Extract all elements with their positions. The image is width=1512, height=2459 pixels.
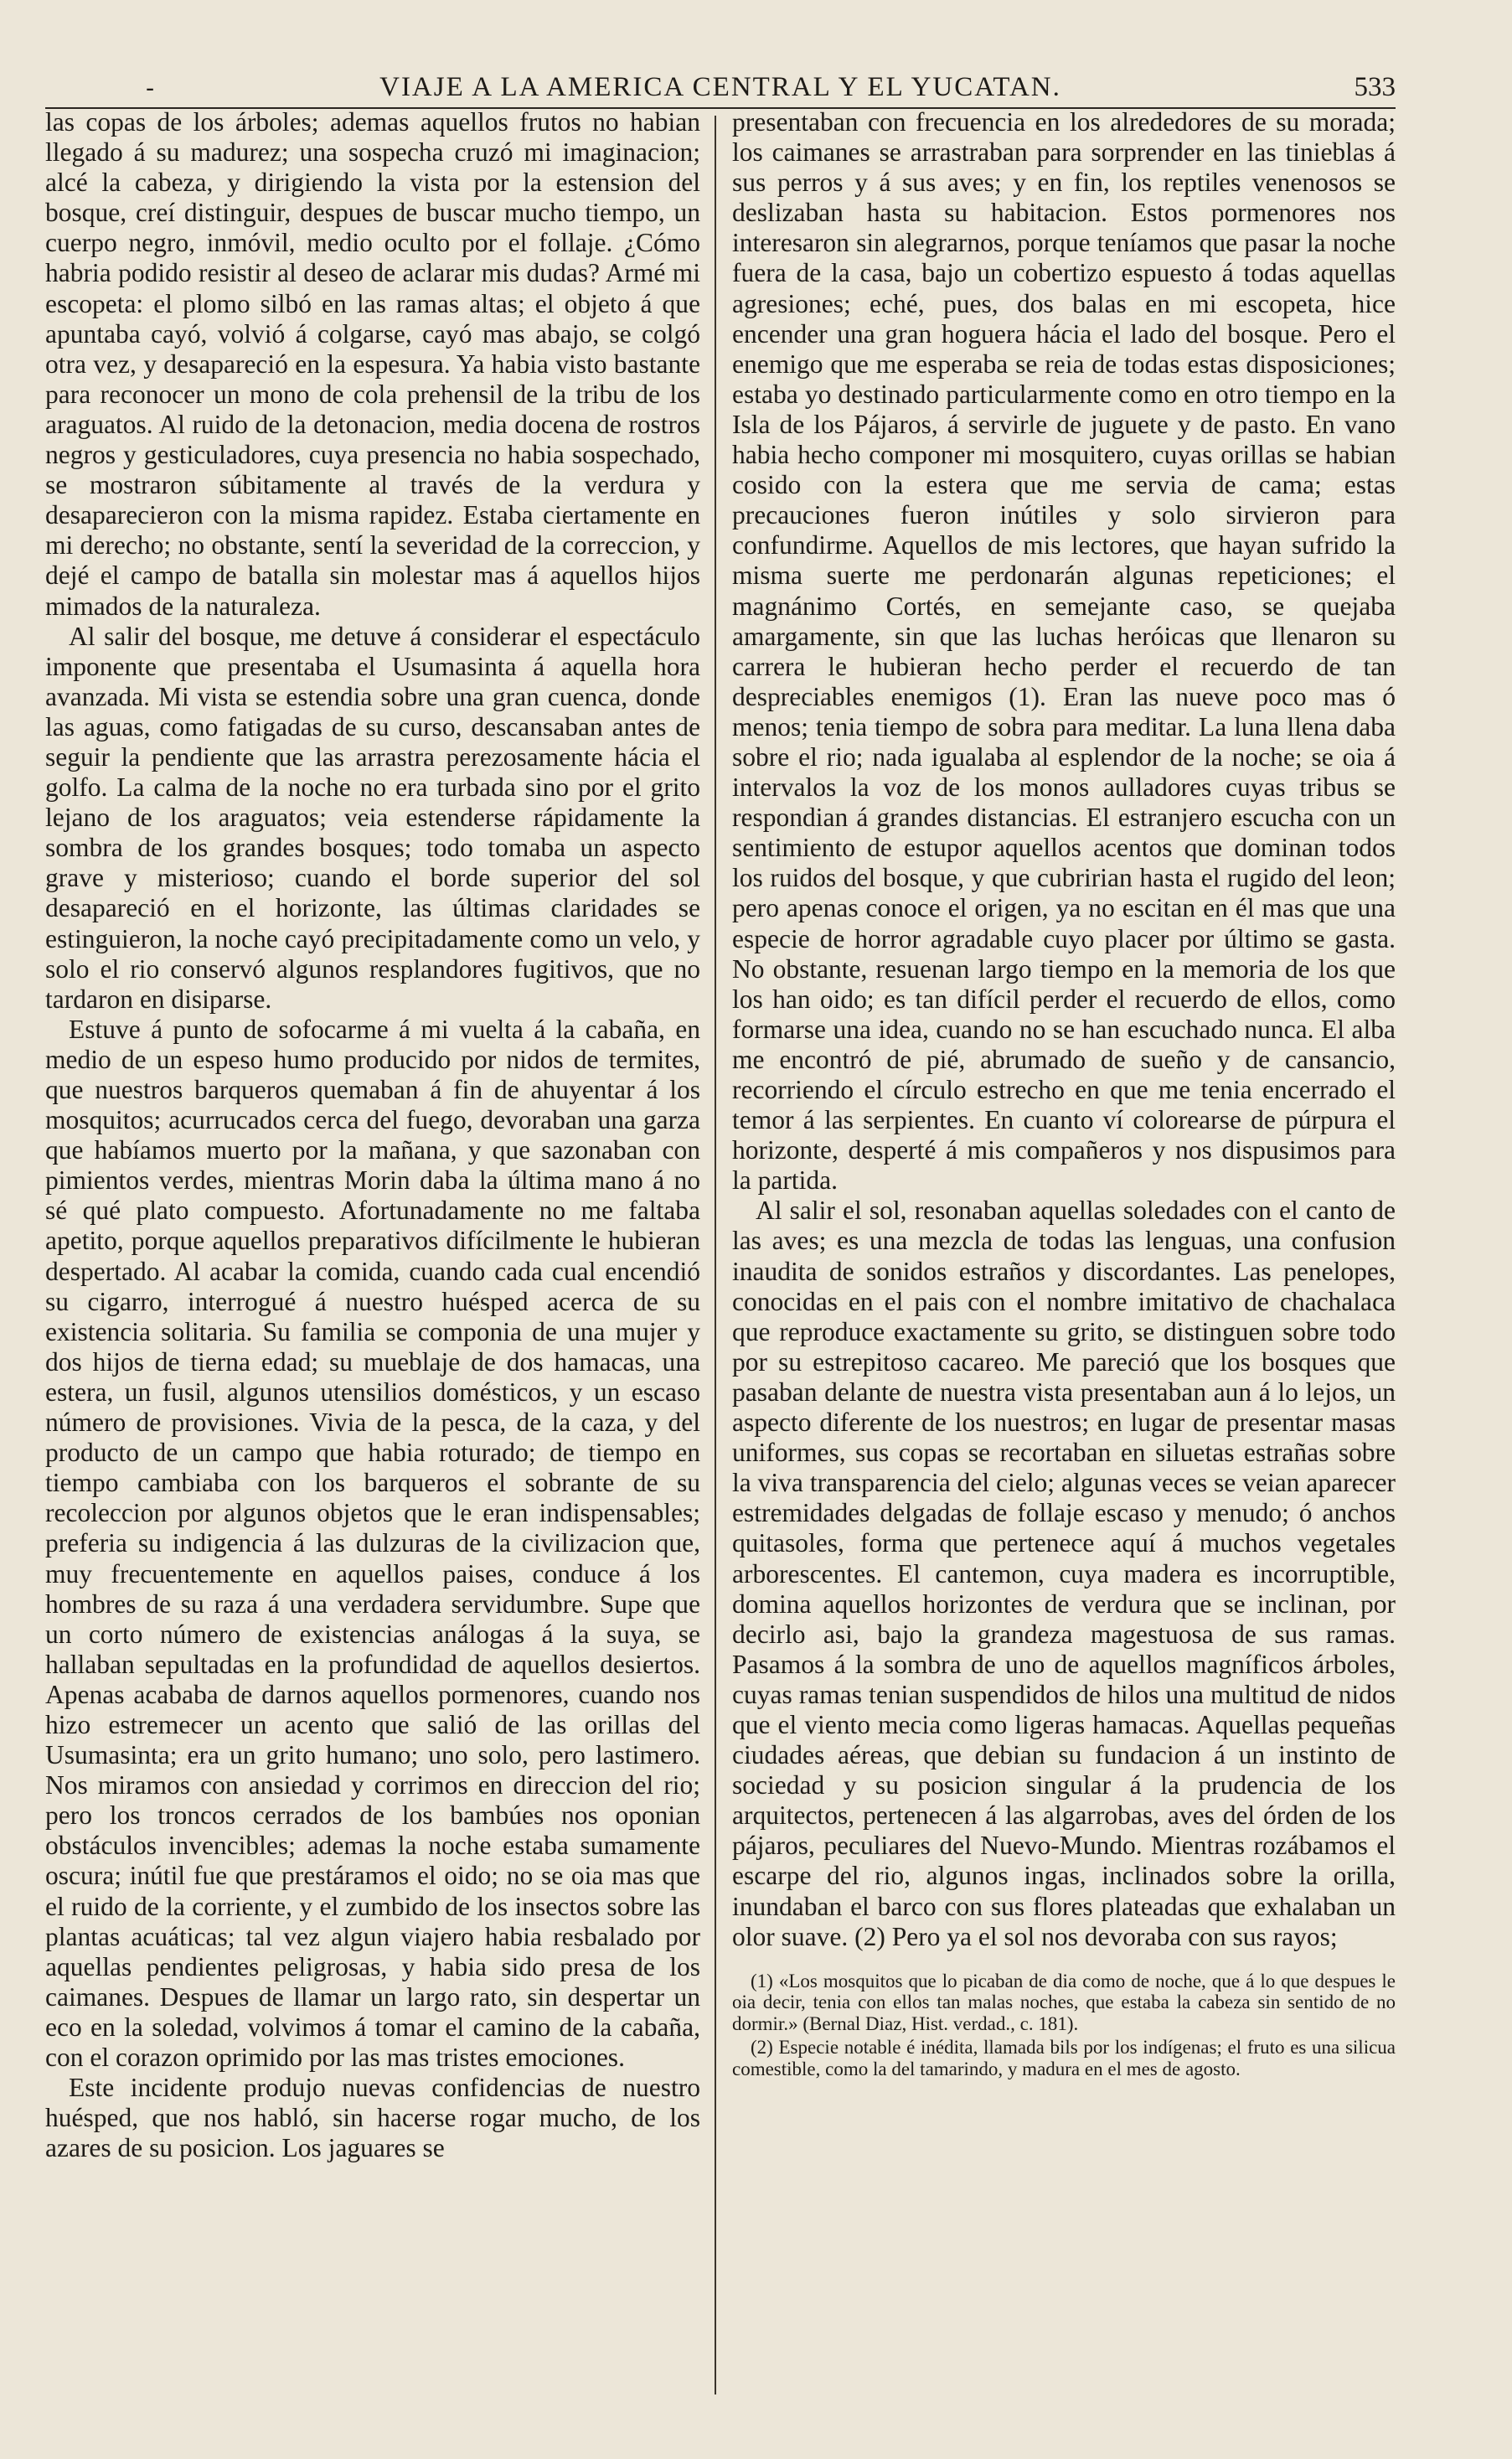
left-column [45, 107, 700, 2163]
running-title: VIAJE A LA AMERICA CENTRAL Y EL YUCATAN. [379, 72, 1061, 102]
footnote: (1) «Los mosquitos que lo picaban de dia como de noche, que á lo que despues le oia decir, tenia con ellos tan malas noches, que estaba la cabeza sin sentido de no dormir.» (Bernal Diaz, Hist. verdad., c. 181). [732, 1970, 1396, 2034]
footnote: (2) Especie notable é inédita, llamada bils por los indígenas; el fruto es una silicua comestible, como la del tamarindo, y madura en el mes de agosto. [732, 2037, 1396, 2079]
paragraph: las copas de los árboles; ademas aquellos frutos no habian llegado á su madurez; una sospecha cruzó mi imaginacion; alcé la cabeza, y dirigiendo la vista por la estension del bosque, creí distinguir, despues de buscar mucho tiempo, un cuerpo negro, inmóvil, medio oculto por el follaje. ¿Cómo habria podido resistir al deseo de aclarar mis dudas? Armé mi escopeta: el plomo silbó en las ramas altas; el objeto á que apuntaba cayó, volvió á colgarse, cayó mas abajo, se colgó otra vez, y desapareció en la espesura. Ya habia visto bastante para reconocer un mono de cola prehensil de la tribu de los araguatos. Al ruido de la detonacion, media docena de rostros negros y gesticuladores, cuya presencia no habia sospechado, se mostraron súbitamente al través de la verdura y desaparecieron con la misma rapidez. Estaba ciertamente en mi derecho; no obstante, sentí la severidad de la correccion, y dejé el campo de batalla sin molestar mas á aquellos hijos mimados de la naturaleza. [45, 107, 700, 621]
paragraph: Al salir el sol, resonaban aquellas soledades con el canto de las aves; es una mezcla de todas las lenguas, una confusion inaudita de sonidos estraños y discordantes. Las penelopes, conocidas en el pais con el nombre imitativo de chachalaca que reproduce exactamente su grito, se distinguen sobre todo por su estrepitoso cacareo. Me pareció que los bosques que pasaban delante de nuestra vista presentaban aun á lo lejos, un aspecto diferente de los nuestros; en lugar de presentar masas uniformes, sus copas se recortaban en siluetas estrañas sobre la viva transparencia del cielo; algunas veces se veian aparecer estremidades delgadas de follaje escaso y menudo; ó anchos quitasoles, forma que pertenece aquí á muchos vegetales arborescentes. El cantemon, cuya madera es incorruptible, domina aquellos horizontes de verdura que se inclinan, por decirlo asi, bajo la grandeza magestuosa de sus ramas. Pasamos á la sombra de uno de aquellos magníficos árboles, cuyas ramas tenian suspendidos de hilos una multitud de nidos que el viento mecia como ligeras hamacas. Aquellas pequeñas ciudades aéreas, que debian su fundacion á un instinto de sociedad y su posicion singular á la prudencia de los arquitectos, pertenecen á las algarrobas, aves del órden de los pájaros, peculiares del Nuevo-Mundo. Mientras rozábamos el escarpe del rio, algunos ingas, inclinados sobre la orilla, inundaban el barco con sus flores plateadas que exhalaban un olor suave. (2) Pero ya el sol nos devoraba con sus rayos; [732, 1196, 1396, 1951]
right-column [732, 107, 1396, 2082]
paragraph: Al salir del bosque, me detuve á considerar el espectáculo imponente que presentaba el Usumasinta á aquella hora avanzada. Mi vista se estendia sobre una gran cuenca, donde las aguas, como fatigadas de su curso, descansaban antes de seguir la pendiente que las arrastra perezosamente hácia el golfo. La calma de la noche no era turbada sino por el grito lejano de los araguatos; veia estenderse rápidamente la sombra de los grandes bosques; todo tomaba un aspecto grave y misterioso; cuando el borde superior del sol desapareció en el horizonte, las últimas claridades se estinguieron, la noche cayó precipitadamente como un velo, y solo el rio conservó algunos resplandores fugitivos, que no tardaron en disiparse. [45, 621, 700, 1014]
page-number: 533 [1354, 72, 1396, 102]
column-divider [715, 116, 716, 2394]
paragraph: Este incidente produjo nuevas confidencias de nuestro huésped, que nos habló, sin hacerse rogar mucho, de los azares de su posicion. Los jaguares se [45, 2073, 700, 2163]
paragraph: presentaban con frecuencia en los alrededores de su morada; los caimanes se arrastraban para sorprender en las tinieblas á sus perros y á sus aves; y en fin, los reptiles venenosos se deslizaban hasta su habitacion. Estos pormenores nos interesaron sin alegrarnos, porque teníamos que pasar la noche fuera de la casa, bajo un cobertizo espuesto á todas aquellas agresiones; eché, pues, dos balas en mi escopeta, hice encender una gran hoguera hácia el lado del bosque. Pero el enemigo que me esperaba se reia de todas estas disposiciones; estaba yo destinado particularmente como en otro tiempo en la Isla de los Pájaros, á servirle de juguete y de pasto. En vano habia hecho componer mi mosquitero, cuyas orillas se habian cosido con la estera que me servia de cama; estas precauciones fueron inútiles y solo sirvieron para confundirme. Aquellos de mis lectores, que hayan sufrido la misma suerte me perdonarán algunas repeticiones; el magnánimo Cortés, en semejante caso, se quejaba amargamente, sin que las luchas heróicas que llenaron su carrera le hubieran hecho perder el recuerdo de tan despreciables enemigos (1). Eran las nueve poco mas ó menos; tenia tiempo de sobra para meditar. La luna llena daba sobre el rio; nada igualaba al esplendor de la noche; se oia á intervalos la voz de los monos aulladores cuyas tribus se respondian á grandes distancias. El estranjero escucha con un sentimiento de estupor aquellos acentos que dominan todos los ruidos del bosque, y que cubririan hasta el rugido del leon; pero apenas conoce el origen, ya no escitan en él mas que una especie de horror agradable cuyo placer por último se gasta. No obstante, resuenan largo tiempo en la memoria de los que los han oido; es tan difícil perder el recuerdo de ellos, como formarse una idea, cuando no se han escuchado nunca. El alba me encontró de pié, abrumado de sueño y de cansancio, recorriendo el círculo estrecho en que me tenia encerrado el temor á las serpientes. En cuanto ví colorearse de púrpura el horizonte, desperté á mis compañeros y nos dispusimos para la partida. [732, 107, 1396, 1196]
paragraph: Estuve á punto de sofocarme á mi vuelta á la cabaña, en medio de un espeso humo producido por nidos de termites, que nuestros barqueros quemaban á fin de ahuyentar á los mosquitos; acurrucados cerca del fuego, devoraban una garza que habíamos muerto por la mañana, y que sazonaban con pimientos verdes, mientras Morin daba la última mano á no sé qué plato compuesto. Afortunadamente no me faltaba apetito, porque aquellos preparativos difícilmente le hubieran despertado. Al acabar la comida, cuando cada cual encendió su cigarro, interrogué á nuestro huésped acerca de su existencia solitaria. Su familia se componia de una mujer y dos hijos de tierna edad; su mueblaje de dos hamacas, una estera, un fusil, algunos utensilios domésticos, y un escaso número de provisiones. Vivia de la pesca, de la caza, y del producto de un campo que habia roturado; de tiempo en tiempo cambiaba con los barqueros el sobrante de su recoleccion por algunos objetos que le eran indispensables; preferia su indigencia á las dulzuras de la civilizacion que, muy frecuentemente en aquellos paises, conduce á los hombres de su raza á una verdadera servidumbre. Supe que un corto número de existencias análogas á la suya, se hallaban sepultadas en la profundidad de aquellos desiertos. Apenas acababa de darnos aquellos pormenores, cuando nos hizo estremecer un acento que salió de las orillas del Usumasinta; era un grito humano; uno solo, pero lastimero. Nos miramos con ansiedad y corrimos en direccion del rio; pero los troncos cerrados de los bambúes nos oponian obstáculos invencibles; ademas la noche estaba sumamente oscura; inútil fue que prestáramos el oido; no se oia mas que el ruido de la corriente, y el zumbido de los insectos sobre las plantas acuáticas; tal vez algun viajero habia resbalado por aquellas pendientes peligrosas, y habia sido presa de los caimanes. Despues de llamar un largo rato, sin despertar un eco en la soledad, volvimos á tomar el camino de la cabaña, con el corazon oprimido por las mas tristes emociones. [45, 1014, 700, 2072]
header-dash: - [146, 74, 155, 103]
running-head [45, 72, 1396, 109]
footnotes [732, 1971, 1396, 2080]
